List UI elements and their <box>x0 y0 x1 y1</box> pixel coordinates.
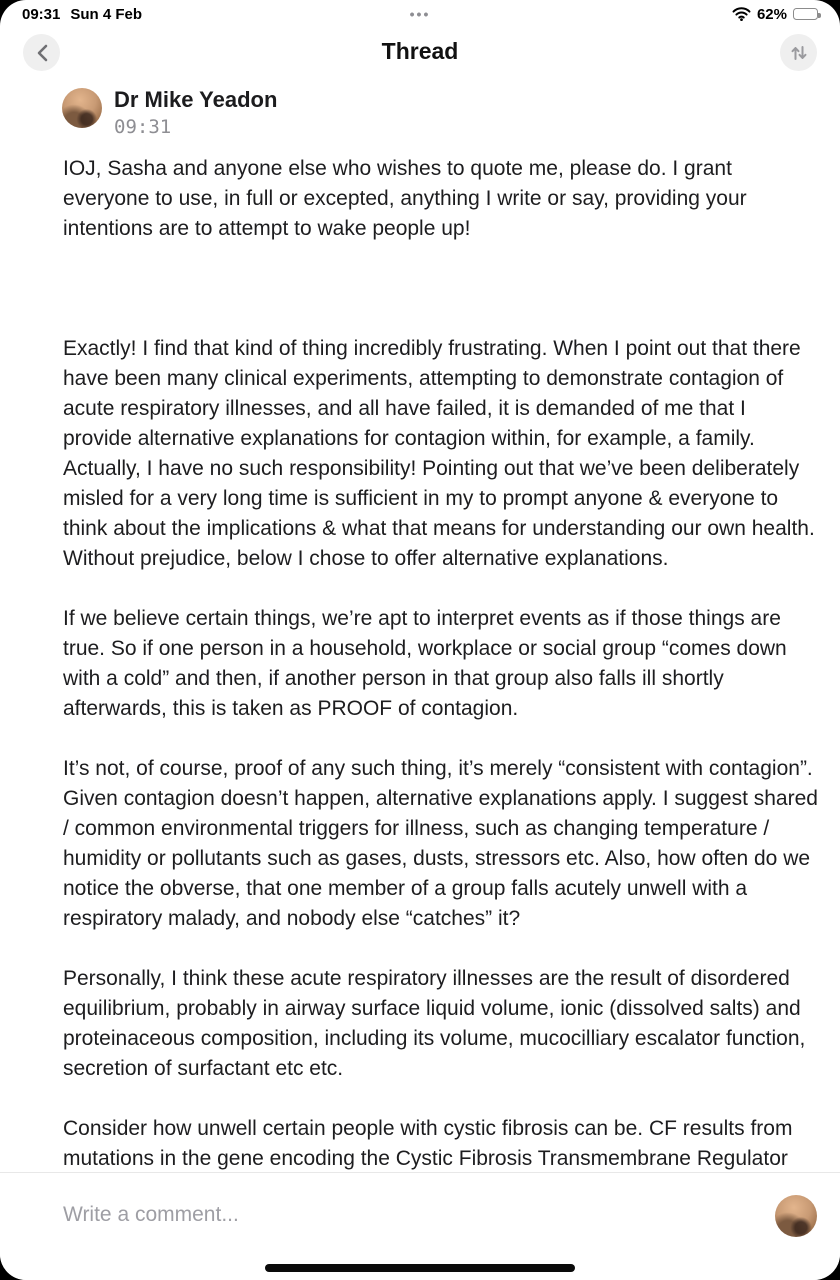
current-user-avatar[interactable] <box>775 1195 817 1237</box>
home-indicator[interactable] <box>265 1264 575 1272</box>
message-paragraph: If we believe certain things, we’re apt to interpret events as if those things are true. So if one person in a household, workplace or social group “comes down with a cold” and then, if another person in that group also falls ill shortly afterwards, this is taken as PROOF of contagion. <box>63 607 787 720</box>
author-avatar[interactable] <box>62 88 102 128</box>
status-clock: 09:31 <box>22 5 61 23</box>
page-title: Thread <box>381 38 459 64</box>
message-body <box>63 154 820 1172</box>
wifi-icon <box>732 7 751 21</box>
message-timestamp: 09:31 <box>114 116 172 138</box>
arrows-up-down-icon <box>790 44 808 62</box>
sort-button[interactable] <box>780 34 817 71</box>
message-paragraph: Exactly! I find that kind of thing incredibly frustrating. When I point out that there have been many clinical experiments, attempting to demonstrate contagion of acute respiratory illnesses, and all have failed, it is demanded of me that I provide alternative explanations for contagion within, for example, a family. Actually, I have no such responsibility! Pointing out that we’ve been deliberately misled for a very long time is sufficient in my to prompt anyone & everyone to think about the implications & what that means for understanding our own health. Without prejudice, below I chose to offer alternative explanations. <box>63 337 815 570</box>
message-header <box>62 88 277 138</box>
comment-input[interactable]: Write a comment... <box>63 1203 239 1226</box>
message-paragraph: IOJ, Sasha and anyone else who wishes to quote me, please do. I grant everyone to use, in full or excepted, anything I write or say, providing your intentions are to attempt to wake people up! <box>63 157 747 240</box>
message-paragraph: Consider how unwell certain people with cystic fibrosis can be. CF results from mutations in the gene encoding the Cystic Fibrosis Transmembrane Regulator <box>63 1117 793 1170</box>
author-name[interactable]: Dr Mike Yeadon <box>114 87 278 112</box>
message-paragraph <box>63 274 820 304</box>
battery-icon <box>793 8 818 20</box>
multitasking-dots-icon: ••• <box>409 6 431 22</box>
thread-content[interactable] <box>0 78 840 1172</box>
message-paragraph: Personally, I think these acute respiratory illnesses are the result of disordered equilibrium, probably in airway surface liquid volume, ionic (dissolved salts) and proteinaceous composition, including its volume, mucocilliary escalator function, secretion of surfactant etc etc. <box>63 967 806 1080</box>
battery-percent-label: 62% <box>756 5 787 23</box>
status-date: Sun 4 Feb <box>70 5 143 23</box>
status-bar <box>0 0 840 28</box>
nav-header <box>0 30 840 76</box>
message-paragraph: It’s not, of course, proof of any such thing, it’s merely “consistent with contagion”. Given contagion doesn’t happen, alternative explanations apply. I suggest shared / common environmental triggers for illness, such as changing temperature / humidity or pollutants such as gases, dusts, stressors etc. Also, how often do we notice the obverse, that one member of a group falls acutely unwell with a respiratory malady, and nobody else “catches” it? <box>63 757 818 930</box>
comment-bar <box>0 1172 840 1280</box>
